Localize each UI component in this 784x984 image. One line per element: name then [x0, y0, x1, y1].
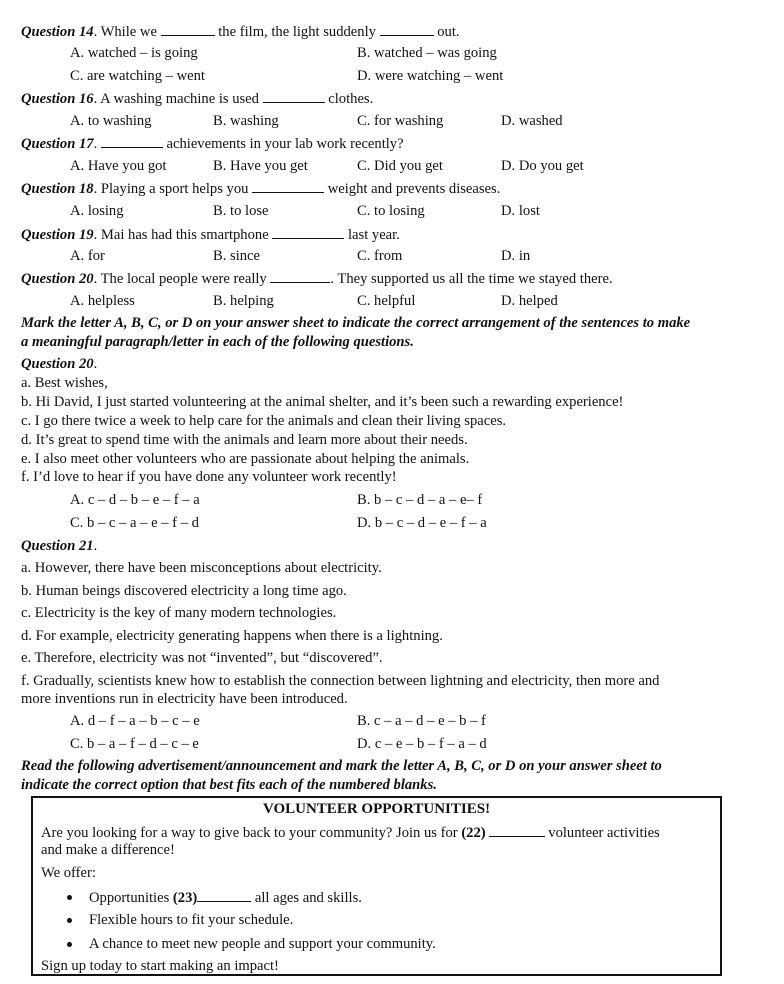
answer-blank [161, 22, 215, 36]
section-instruction: a meaningful paragraph/letter in each of the following questions. [21, 334, 414, 350]
answer-blank [489, 823, 545, 837]
question-label: Question 19 [21, 227, 94, 243]
advertisement-line: and make a difference! [41, 842, 175, 858]
bullet-icon [67, 918, 72, 923]
sentence: a. Best wishes, [21, 375, 108, 391]
option-a: A. to washing [70, 113, 152, 129]
option-a: A. c – d – b – e – f – a [70, 492, 200, 508]
answer-blank [270, 269, 330, 283]
option-b: B. b – c – d – a – e– f [357, 492, 483, 508]
sentence: d. For example, electricity generating happens when there is a lightning. [21, 628, 443, 644]
sentence: f. I’d love to hear if you have done any volunteer work recently! [21, 469, 397, 485]
question-label: Question 17 [21, 136, 94, 152]
bullet-item: Flexible hours to fit your schedule. [89, 912, 294, 928]
answer-blank [101, 134, 163, 148]
question-17: Question 17. achievements in your lab work recently? [21, 136, 404, 152]
section-instruction: indicate the correct option that best fits each of the numbered blanks. [21, 777, 437, 793]
option-c: C. to losing [357, 203, 425, 219]
sentence: c. I go there twice a week to help care for the animals and clean their living spaces. [21, 413, 507, 429]
advertisement-title: VOLUNTEER OPPORTUNITIES! [262, 801, 491, 817]
option-c: C. helpful [357, 293, 416, 309]
advertisement-line: We offer: [41, 865, 96, 881]
bullet-item: Opportunities (23) all ages and skills. [89, 890, 362, 906]
sentence: b. Hi David, I just started volunteering at the animal shelter, and it’s been such a rewarding experience! [21, 394, 624, 410]
option-d: D. Do you get [501, 158, 584, 174]
answer-blank [263, 89, 325, 103]
answer-blank [380, 22, 434, 36]
option-d: D. c – e – b – f – a – d [357, 736, 487, 752]
option-a: A. Have you got [70, 158, 167, 174]
bullet-icon [67, 942, 72, 947]
bullet-item: A chance to meet new people and support your community. [89, 936, 436, 952]
sentence: e. Therefore, electricity was not “invented”, but “discovered”. [21, 650, 383, 666]
option-a: A. helpless [70, 293, 135, 309]
option-b: B. Have you get [213, 158, 308, 174]
answer-blank [272, 225, 344, 239]
section-instruction: Mark the letter A, B, C, or D on your answer sheet to indicate the correct arrangement of the sentences to make [21, 315, 691, 331]
option-d: D. lost [501, 203, 540, 219]
advertisement-box [31, 796, 722, 976]
sentence: d. It’s great to spend time with the animals and learn more about their needs. [21, 432, 468, 448]
option-a: A. d – f – a – b – c – e [70, 713, 200, 729]
question-label: Question 20 [21, 356, 94, 372]
answer-blank [252, 179, 324, 193]
question-label: Question 14 [21, 24, 94, 40]
option-a: A. for [70, 248, 105, 264]
question-21: Question 21. [21, 538, 98, 554]
option-c: C. b – a – f – d – c – e [70, 736, 199, 752]
option-d: D. were watching – went [357, 68, 504, 84]
sentence: more inventions run in electricity have been introduced. [21, 691, 348, 707]
option-d: D. helped [501, 293, 558, 309]
question-label: Question 21 [21, 538, 94, 554]
question-18: Question 18. Playing a sport helps you weight and prevents diseases. [21, 181, 501, 197]
sentence: f. Gradually, scientists knew how to establish the connection between lightning and electricity, then more and [21, 673, 660, 689]
option-d: D. washed [501, 113, 563, 129]
option-b: B. washing [213, 113, 279, 129]
option-c: C. b – c – a – e – f – d [70, 515, 199, 531]
option-c: C. Did you get [357, 158, 443, 174]
advertisement-line: Sign up today to start making an impact! [41, 958, 279, 974]
option-b: B. since [213, 248, 261, 264]
question-14: Question 14. While we the film, the light suddenly out. [21, 24, 460, 40]
option-b: B. c – a – d – e – b – f [357, 713, 486, 729]
question-19: Question 19. Mai has had this smartphone last year. [21, 227, 400, 243]
option-b: B. watched – was going [357, 45, 497, 61]
question-20-arrangement: Question 20. [21, 356, 98, 372]
option-a: A. watched – is going [70, 45, 198, 61]
question-label: Question 18 [21, 181, 94, 197]
option-d: D. in [501, 248, 531, 264]
sentence: e. I also meet other volunteers who are passionate about helping the animals. [21, 451, 470, 467]
question-16: Question 16. A washing machine is used clothes. [21, 91, 374, 107]
option-d: D. b – c – d – e – f – a [357, 515, 487, 531]
question-label: Question 16 [21, 91, 94, 107]
sentence: a. However, there have been misconceptions about electricity. [21, 560, 382, 576]
option-a: A. losing [70, 203, 124, 219]
question-20-vocabulary: Question 20. The local people were really . They supported us all the time we stayed there. [21, 271, 613, 287]
bullet-icon [67, 895, 72, 900]
answer-blank [197, 888, 251, 902]
advertisement-line: Are you looking for a way to give back to your community? Join us for (22) volunteer activities [41, 825, 660, 841]
option-c: C. for washing [357, 113, 444, 129]
option-c: C. from [357, 248, 403, 264]
option-b: B. helping [213, 293, 274, 309]
sentence: c. Electricity is the key of many modern technologies. [21, 605, 337, 621]
option-b: B. to lose [213, 203, 269, 219]
option-c: C. are watching – went [70, 68, 205, 84]
sentence: b. Human beings discovered electricity a long time ago. [21, 583, 347, 599]
section-instruction: Read the following advertisement/announcement and mark the letter A, B, C, or D on your answer sheet to [21, 758, 662, 774]
question-label: Question 20 [21, 271, 94, 287]
